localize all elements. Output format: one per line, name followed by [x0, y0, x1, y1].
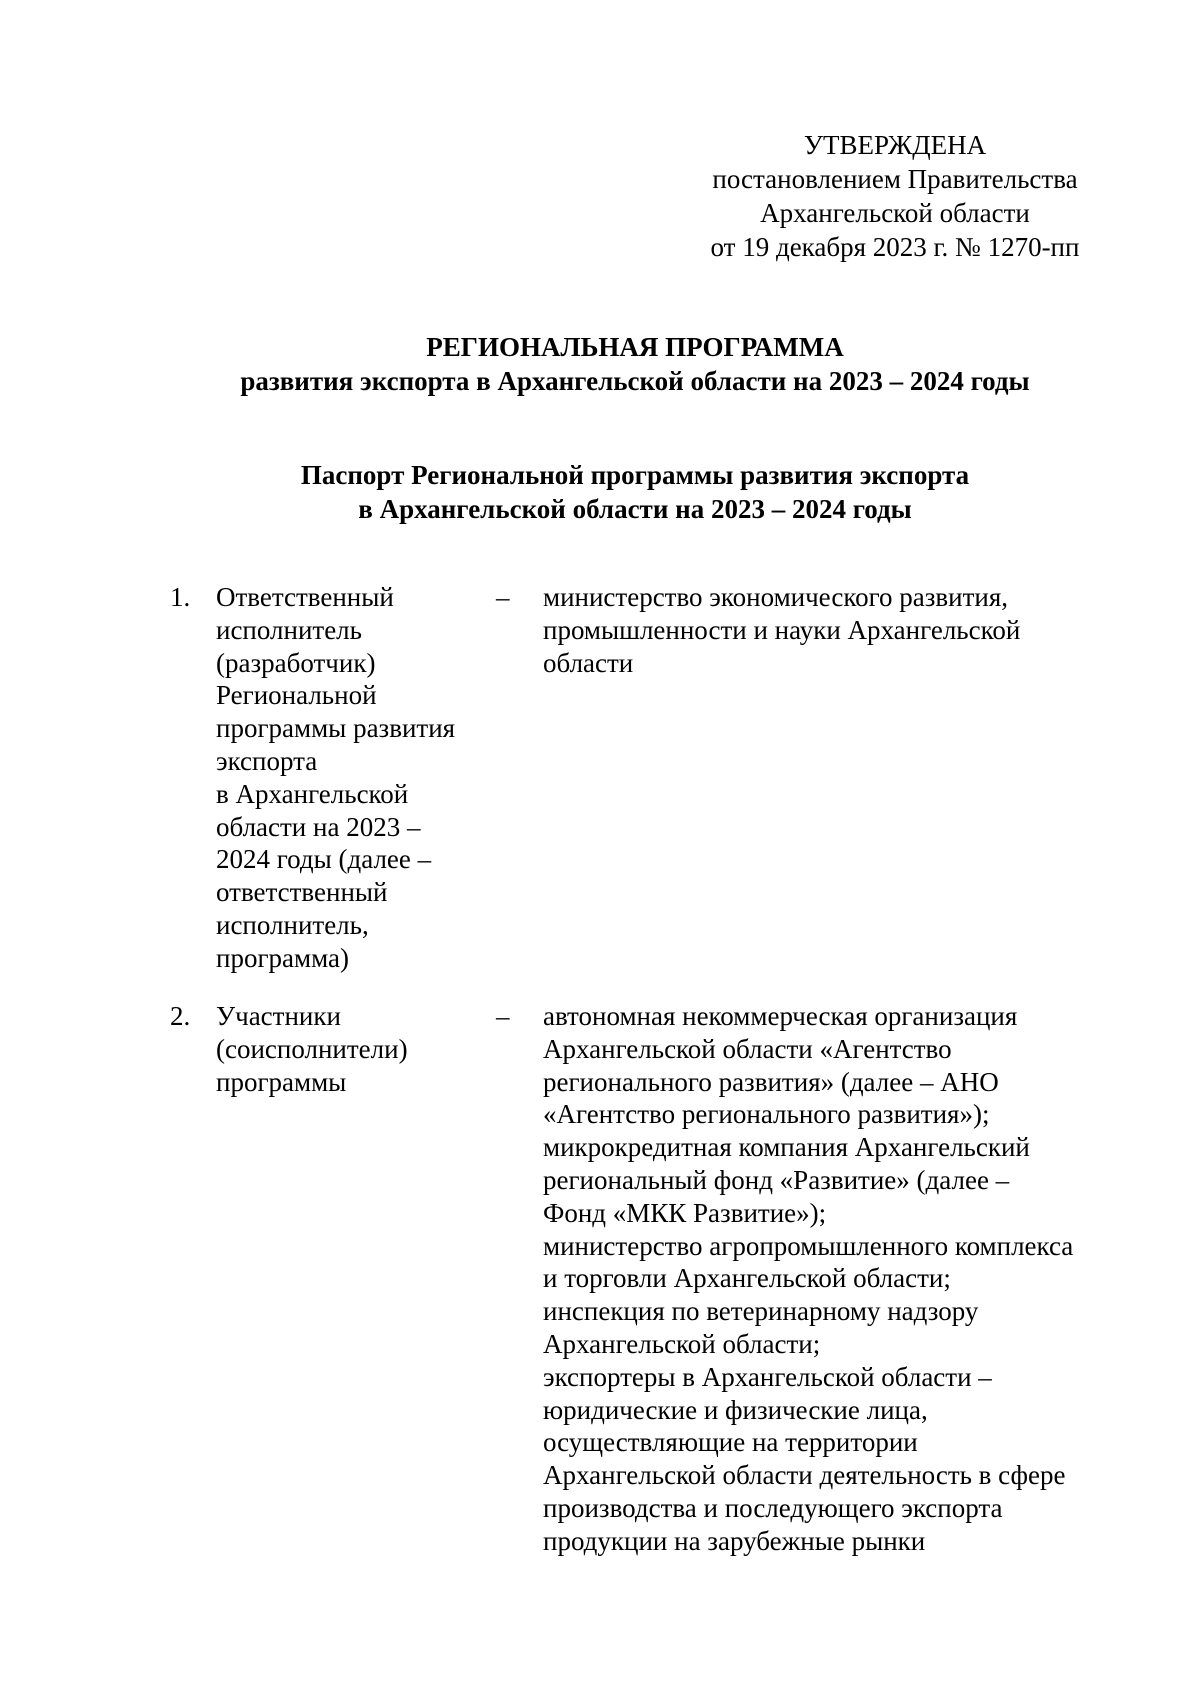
row-label-line: Ответственный	[216, 582, 394, 612]
row-label-line: ответственный	[216, 877, 388, 908]
row-label-line: Участники	[216, 1001, 341, 1031]
row-value-line: и торговли Архангельской области;	[543, 1263, 951, 1294]
row-value-line: региональный фонд «Развитие» (далее –	[543, 1164, 1010, 1195]
document-title-line: РЕГИОНАЛЬНАЯ ПРОГРАММА	[426, 332, 844, 362]
row-value-line: автономная некоммерческая организация	[543, 1001, 1018, 1031]
row-value-line: Фонд «МКК Развитие»);	[543, 1197, 827, 1228]
approval-line: Архангельской области	[760, 198, 1030, 228]
row-value-line: Архангельской области;	[543, 1328, 821, 1359]
row-value-line: инспекция по ветеринарному надзору	[543, 1296, 979, 1327]
row-label-line: Региональной	[216, 680, 377, 711]
row-label-line: исполнитель	[216, 614, 362, 645]
row-value-line: юридические и физические лица,	[543, 1394, 928, 1425]
row-value-line: области	[543, 647, 634, 678]
row-label	[216, 581, 486, 975]
passport-title-line: Паспорт Региональной программы развития экспорта	[300, 460, 970, 490]
row-value-line: осуществляющие на территории	[543, 1427, 918, 1458]
row-label-line: в Архангельской	[216, 778, 409, 809]
row-label-line: программа)	[216, 942, 349, 973]
document-subtitle-line: развития экспорта в Архангельской области на 2023 – 2024 годы	[240, 366, 1030, 396]
row-value-line: производства и последующего экспорта	[543, 1492, 1003, 1523]
row-value-line: «Агентство регионального развития»);	[543, 1099, 990, 1130]
row-value-line: Архангельской области деятельность в сфере	[543, 1460, 1066, 1491]
row-dash: –	[496, 582, 510, 612]
row-value	[543, 581, 1123, 679]
passport-title-line: в Архангельской области на 2023 – 2024 годы	[358, 494, 912, 524]
row-label-line: области на 2023 –	[216, 811, 421, 842]
row-label-line: программы развития	[216, 713, 456, 744]
passport-title	[150, 458, 1120, 526]
row-value	[543, 1000, 1123, 1558]
approval-heading: УТВЕРЖДЕНА	[803, 130, 987, 160]
row-value-line: экспортеры в Архангельской области –	[543, 1361, 992, 1392]
row-label-line: (разработчик)	[216, 647, 376, 678]
row-value-line: министерство агропромышленного комплекса	[543, 1230, 1074, 1261]
row-number: 2.	[170, 1001, 191, 1031]
row-value-line: министерство экономического развития,	[543, 582, 1008, 612]
row-value-line: микрокредитная компания Архангельский	[543, 1132, 1030, 1163]
row-label	[216, 1000, 486, 1098]
approval-date-number: от 19 декабря 2023 г. № 1270-пп	[710, 232, 1080, 262]
row-label-line: программы	[216, 1066, 347, 1097]
row-value-line: регионального развития» (далее – АНО	[543, 1066, 999, 1097]
row-label-line: 2024 годы (далее –	[216, 844, 432, 875]
row-number: 1.	[170, 582, 191, 612]
row-value-line: продукции на зарубежные рынки	[543, 1525, 926, 1556]
row-label-line: (соисполнители)	[216, 1033, 408, 1064]
row-label-line: экспорта	[216, 745, 318, 776]
row-value-line: Архангельской области «Агентство	[543, 1033, 952, 1064]
row-dash: –	[496, 1001, 510, 1031]
row-value-line: промышленности и науки Архангельской	[543, 614, 1021, 645]
row-label-line: исполнитель,	[216, 909, 369, 940]
document-title	[150, 330, 1120, 398]
approval-line: постановлением Правительства	[712, 164, 1078, 194]
approval-stamp	[680, 128, 1110, 264]
